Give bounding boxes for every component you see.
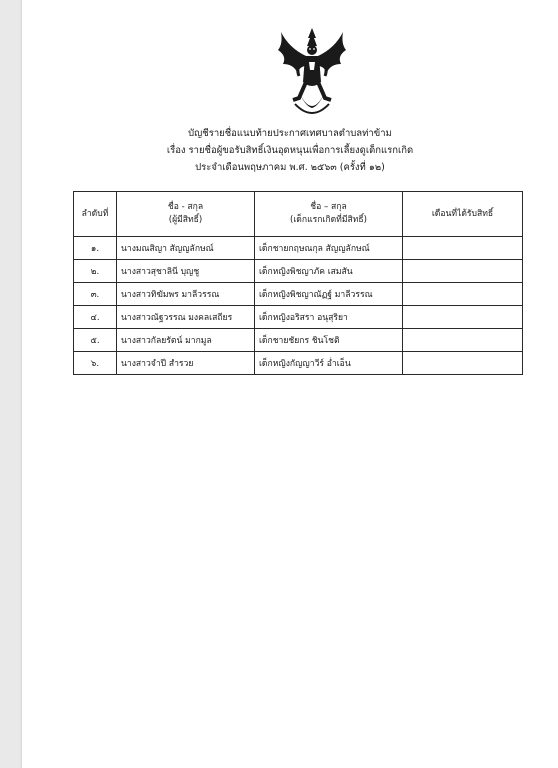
child-name: เด็กชายชัยกร ชินโชติ [255, 329, 403, 352]
document-title-line-1: บัญชีรายชื่อแนบท้ายประกาศเทศบาลตำบลท่าข้าม [188, 128, 392, 139]
child-name: เด็กหญิงอริสรา อนุสุริยา [255, 306, 403, 329]
parent-name: นางสาวทิฆัมพร มาลีวรรณ [117, 283, 255, 306]
row-number: ๑. [74, 237, 117, 260]
row-number: ๔. [74, 306, 117, 329]
eligible-month [403, 306, 523, 329]
child-name: เด็กหญิงพิชญาณัฏฐ์ มาลีวรรณ [255, 283, 403, 306]
col-header-parent-title: ชื่อ - สกุล [167, 202, 204, 212]
parent-name: นางสาวกัลยรัตน์ มากมูล [117, 329, 255, 352]
col-header-child [255, 192, 403, 237]
eligible-month [403, 352, 523, 375]
col-header-child-sub: (เด็กแรกเกิดที่มีสิทธิ์) [290, 215, 367, 225]
eligible-month [403, 283, 523, 306]
table-row [74, 352, 523, 375]
row-number: ๒. [74, 260, 117, 283]
eligible-month [403, 260, 523, 283]
child-name: เด็กหญิงกัญญาวีร์ อ่ำเอ็น [255, 352, 403, 375]
col-header-order: ลำดับที่ [74, 192, 117, 237]
child-name: เด็กชายกฤษณกุล สัญญลักษณ์ [255, 237, 403, 260]
table-row [74, 329, 523, 352]
garuda-emblem-icon [275, 26, 349, 122]
beneficiary-table [73, 191, 523, 375]
table-row [74, 260, 523, 283]
col-header-parent [117, 192, 255, 237]
table-row [74, 237, 523, 260]
document-title-line-2: เรื่อง รายชื่อผู้ขอรับสิทธิ์เงินอุดหนุนเพื่อการเลี้ยงดูเด็กแรกเกิด [166, 145, 414, 156]
col-header-parent-sub: (ผู้มีสิทธิ์) [168, 215, 203, 225]
eligible-month [403, 329, 523, 352]
parent-name: นางสาวสุชาลินี บุญชู [117, 260, 255, 283]
table-header-row [74, 192, 523, 237]
document-title-line-3: ประจำเดือนพฤษภาคม พ.ศ. ๒๕๖๓ (ครั้งที่ ๑๒) [195, 162, 385, 173]
parent-name: นางสาวณัฐวรรณ มงคลเสถียร [117, 306, 255, 329]
row-number: ๕. [74, 329, 117, 352]
parent-name: นางสาวจำปี สำรวย [117, 352, 255, 375]
col-header-child-title: ชื่อ – สกุล [310, 202, 347, 212]
eligible-month [403, 237, 523, 260]
table-row [74, 283, 523, 306]
row-number: ๖. [74, 352, 117, 375]
table-row [74, 306, 523, 329]
parent-name: นางมณสิญา สัญญลักษณ์ [117, 237, 255, 260]
row-number: ๓. [74, 283, 117, 306]
col-header-month: เดือนที่ได้รับสิทธิ์ [403, 192, 523, 237]
child-name: เด็กหญิงพิชญาภัค เสมสัน [255, 260, 403, 283]
